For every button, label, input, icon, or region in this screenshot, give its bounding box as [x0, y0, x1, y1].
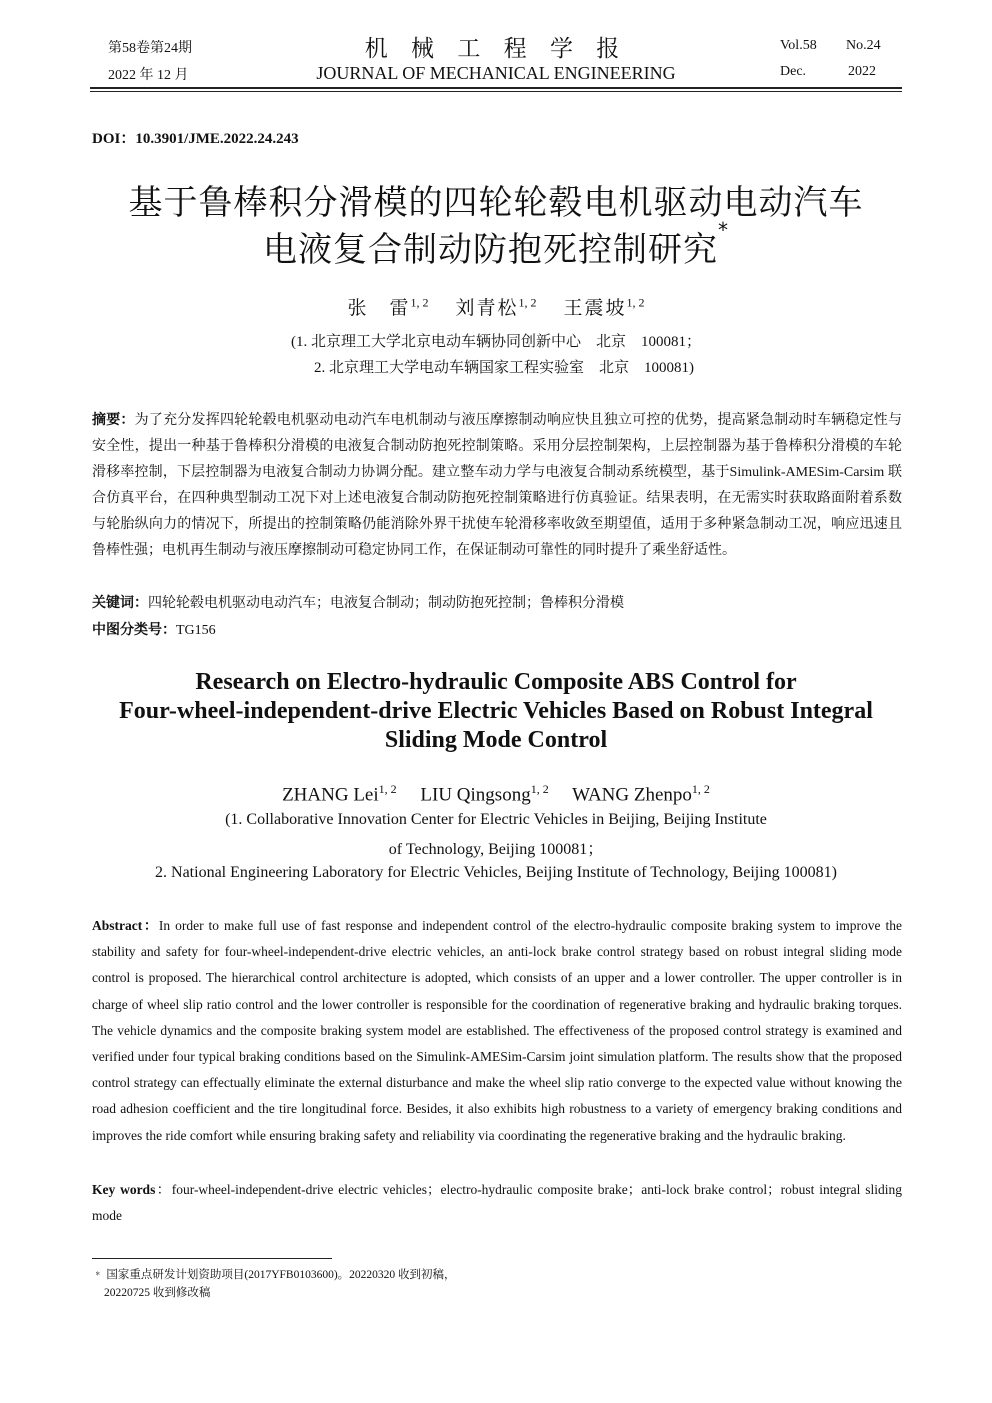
footnote-rule [92, 1258, 332, 1259]
affiliation-cn-1: (1. 北京理工大学北京电动车辆协同创新中心 北京 100081； [291, 334, 701, 350]
issue-number: No.24 [846, 38, 881, 53]
footnote-line1: ﹡ 国家重点研发计划资助项目(2017YFB0103600)。20220320 收到初稿， [92, 1269, 456, 1281]
author-en: LIU Qingsong [420, 784, 531, 806]
title-en-line3: Sliding Mode Control [384, 727, 608, 753]
authors-cn [0, 293, 992, 320]
author-en-sup: 1, 2 [530, 782, 549, 796]
author-cn-sup: 1, 2 [410, 295, 429, 310]
keywords-cn-label: 关键词： [92, 596, 148, 611]
title-en-line2: Four-wheel-independent-drive Electric Vehicles Based on Robust Integral [119, 698, 873, 724]
abstract-cn-label: 摘要： [92, 413, 135, 428]
keywords-en-label: Key words [92, 1182, 156, 1197]
title-cn-line2-text: 电液复合制动防抱死控制研究 [263, 230, 718, 270]
footnote [92, 1266, 512, 1302]
author-en-sup: 1, 2 [378, 782, 397, 796]
affiliation-cn-2: 2. 北京理工大学电动车辆国家工程实验室 北京 100081) [314, 360, 694, 376]
author-cn-sup: 1, 2 [626, 295, 645, 310]
year: 2022 [848, 64, 876, 79]
clc-number [92, 621, 902, 641]
title-cn-line2 [0, 218, 992, 271]
keywords-cn-text: 四轮轮毂电机驱动电动汽车；电液复合制动；制动防抱死控制；鲁棒积分滑模 [148, 596, 624, 611]
author-cn: 张 雷 [347, 298, 411, 319]
abstract-cn-text: 为了充分发挥四轮轮毂电机驱动电动汽车电机制动与液压摩擦制动响应快且独立可控的优势，提高紧急制动时车辆稳定性与安全性，提出一种基于鲁棒积分滑模的电液复合制动防抱死控制策略。采用分层控制架构，上层控制器为基于鲁棒积分滑模的车轮滑移率控制，下层控制器为电液复合制动力协调分配。建立整车动力学与电液复合制动系统模型，基于Simulink-AMESim-Carsim 联合仿真平台，在四种典型制动工况下对上述电液复合制动防抱死控制策略进行仿真验证。结果表明，在无需实时获取路面附着系数与轮胎纵向力的情况下，所提出的控制策略仍能消除外界干扰使车轮滑移率收敛至期望值，适用于多种紧急制动工况，响应迅速且鲁棒性强；电机再生制动与液压摩擦制动可稳定协同工作，在保证制动可靠性的同时提升了乘坐舒适性。 [92, 413, 903, 558]
abstract-en-text: In order to make full use of fast response and independent control of the electro-hydraulic composite braking system to improve the stability and safety for four-wheel-independent-drive electric vehicles, an anti-lock brake control strategy based on robust integral sliding mode control is proposed. The hierarchical control architecture is adopted, which consists of an upper and a lower controller. The upper controller is in charge of wheel slip ratio control and the lower controller is responsible for the coordination of regenerative braking and hydraulic braking torques. The vehicle dynamics and the composite braking system model are established. The effectiveness of the proposed control strategy is examined and verified under four typical braking conditions based on the Simulink-AMESim-Carsim joint simulation platform. The results show that the proposed control strategy can effectually eliminate the external disturbance and make the wheel slip ratio converge to the expected value without knowing the road adhesion coefficient and the tire longitudinal force. Besides, it also exhibits high robustness to a variety of emergency braking conditions and improves the ride comfort while ensuring braking safety and reliability via coordinating the regenerative braking and the hydraulic braking. [92, 918, 902, 1143]
affiliation-en-1: (1. Collaborative Innovation Center for Electric Vehicles in Beijing, Beijing Institute [225, 811, 767, 828]
abstract-en-label: Abstract： [92, 918, 159, 933]
issue-date: 2022 年 12 月 [108, 68, 189, 83]
author-en: WANG Zhenpo [572, 784, 692, 806]
title-footnote-mark: * [718, 218, 729, 242]
title-cn-line1: 基于鲁棒积分滑模的四轮轮毂电机驱动电动汽车 [128, 183, 864, 223]
keywords-en [92, 1177, 902, 1229]
keywords-en-text: ：four-wheel-independent-drive electric vehicles；electro-hydraulic composite brake；anti-lock brake control；robust integral sliding mode [92, 1182, 902, 1224]
author-cn: 王震坡 [563, 298, 627, 319]
header-rule [90, 87, 902, 89]
issue-info: 第58卷第24期 [108, 41, 192, 56]
affiliation-en-1b: of Technology, Beijing 100081； [388, 841, 604, 858]
month: Dec. [780, 64, 807, 79]
clc-label: 中图分类号： [92, 623, 176, 638]
journal-title-en: JOURNAL OF MECHANICAL ENGINEERING [316, 63, 676, 83]
keywords-cn [92, 594, 902, 614]
header-rule-thin [90, 91, 902, 92]
authors-en [0, 782, 992, 806]
author-en: ZHANG Lei [282, 784, 379, 806]
affiliation-en-2: 2. National Engineering Laboratory for Electric Vehicles, Beijing Institute of Technology, Beijing 100081) [155, 864, 837, 881]
abstract-cn [92, 408, 902, 564]
abstract-en [92, 913, 902, 1149]
footnote-line2: 20220725 收到修改稿 [104, 1287, 211, 1299]
volume: Vol.58 [780, 38, 817, 53]
doi: DOI：10.3901/JME.2022.24.243 [92, 131, 299, 147]
author-en-sup: 1, 2 [691, 782, 710, 796]
clc-text: TG156 [176, 623, 216, 638]
author-cn: 刘青松 [455, 298, 519, 319]
author-cn-sup: 1, 2 [518, 295, 537, 310]
journal-title-cn: 机 械 工 程 学 报 [364, 36, 628, 62]
title-en-line1: Research on Electro-hydraulic Composite ABS Control for [195, 669, 797, 695]
